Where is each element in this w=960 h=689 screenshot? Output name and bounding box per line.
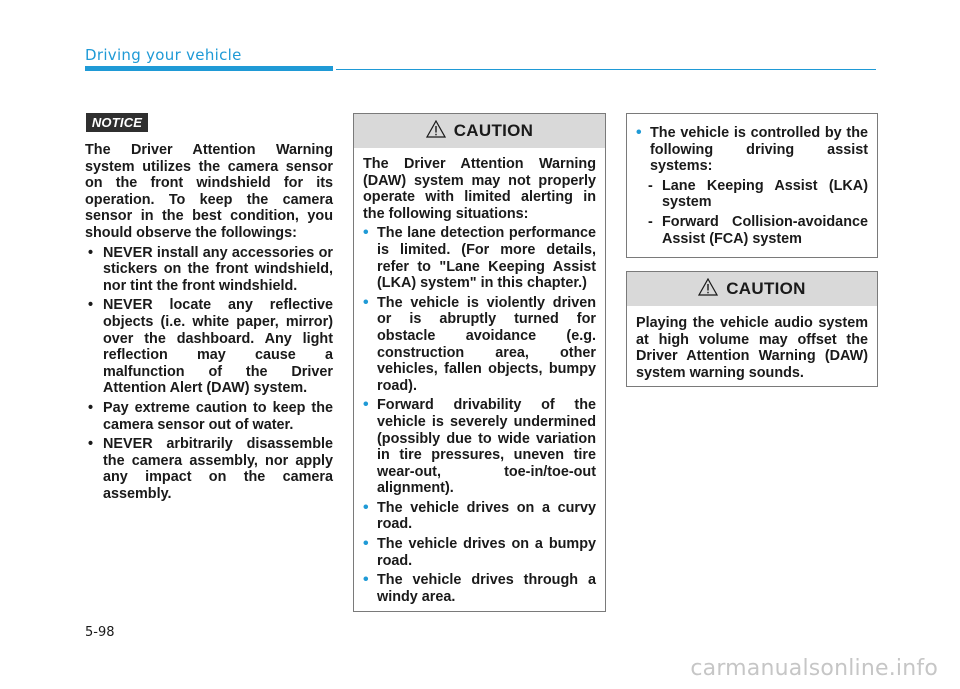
notice-item: • NEVER locate any reflective objects (i.e. white paper, mirror) over the dashboard. Any light reflection may cause a malfunction of the Driver Attention Alert (DAW) system.: [85, 297, 333, 397]
notice-item: • Pay extreme caution to keep the camera sensor out of water.: [85, 400, 333, 433]
warning-triangle-icon: [426, 120, 446, 138]
assist-system-item: [636, 178, 868, 211]
caution-item: • Forward drivability of the vehicle is severely undermined (possibly due to wide variation in tire pressures, uneven tire wear-out, toe-in/toe-out alignment).: [363, 397, 596, 497]
caution-item: • The vehicle is violently driven or is abruptly turned for obstacle avoidance (e.g. construction area, other vehicles, fallen objects, bumpy road).: [363, 295, 596, 395]
continued-body: [627, 114, 877, 255]
notice-item: • NEVER arbitrarily disassemble the camera assembly, nor apply any impact on the camera assembly.: [85, 436, 333, 502]
caution-box-daw: [353, 113, 606, 612]
section-title: Driving your vehicle: [85, 46, 242, 64]
caution-title: CAUTION: [453, 121, 534, 140]
caution-text: Playing the vehicle audio system at high volume may offset the Driver Attention Warning (DAW) system warning sounds.: [636, 315, 868, 381]
assist-system-label: Lane Keeping Assist (LKA) system: [662, 177, 868, 211]
caution-box-audio: [626, 271, 878, 387]
caution-item: • The lane detection performance is limited. (For more details, refer to "Lane Keeping Assist (LKA) system" in this chapter.): [363, 225, 596, 291]
header-rule-thin: [336, 69, 876, 70]
dash-marker: -: [648, 177, 653, 194]
warning-triangle-icon: [698, 278, 718, 296]
notice-list: [85, 245, 333, 503]
caution-continued-box: [626, 113, 878, 258]
watermark: carmanualsonline.info: [690, 656, 938, 681]
caution-body: [627, 306, 877, 389]
notice-badge: NOTICE: [86, 113, 148, 132]
header-rule-thick: [85, 66, 333, 71]
caution-body: [354, 148, 605, 613]
assist-system-label: Forward Collision-avoidance Assist (FCA) system: [662, 213, 868, 247]
notice-item: • NEVER install any accessories or stickers on the front windshield, nor tint the front windshield.: [85, 245, 333, 295]
caution-header: [354, 114, 605, 148]
assist-system-item: [636, 214, 868, 247]
caution-list: [363, 225, 596, 605]
page-number: 5-98: [85, 625, 115, 640]
caution-header: [627, 272, 877, 306]
caution-item: • The vehicle drives on a bumpy road.: [363, 536, 596, 569]
dash-marker: -: [648, 213, 653, 230]
notice-column: [85, 142, 333, 502]
assist-system-list: [636, 178, 868, 247]
continued-item: • The vehicle is controlled by the following driving assist systems:: [636, 125, 868, 175]
notice-intro: The Driver Attention Warning system utilizes the camera sensor on the front windshield for its operation. To keep the camera sensor in the best condition, you should observe the followings:: [85, 142, 333, 241]
caution-item: • The vehicle drives through a windy area.: [363, 572, 596, 605]
continued-list: [636, 125, 868, 175]
caution-intro: The Driver Attention Warning (DAW) system may not properly operate with limited alerting in the following situations:: [363, 156, 596, 222]
caution-title: CAUTION: [726, 279, 806, 298]
caution-item: • The vehicle drives on a curvy road.: [363, 500, 596, 533]
